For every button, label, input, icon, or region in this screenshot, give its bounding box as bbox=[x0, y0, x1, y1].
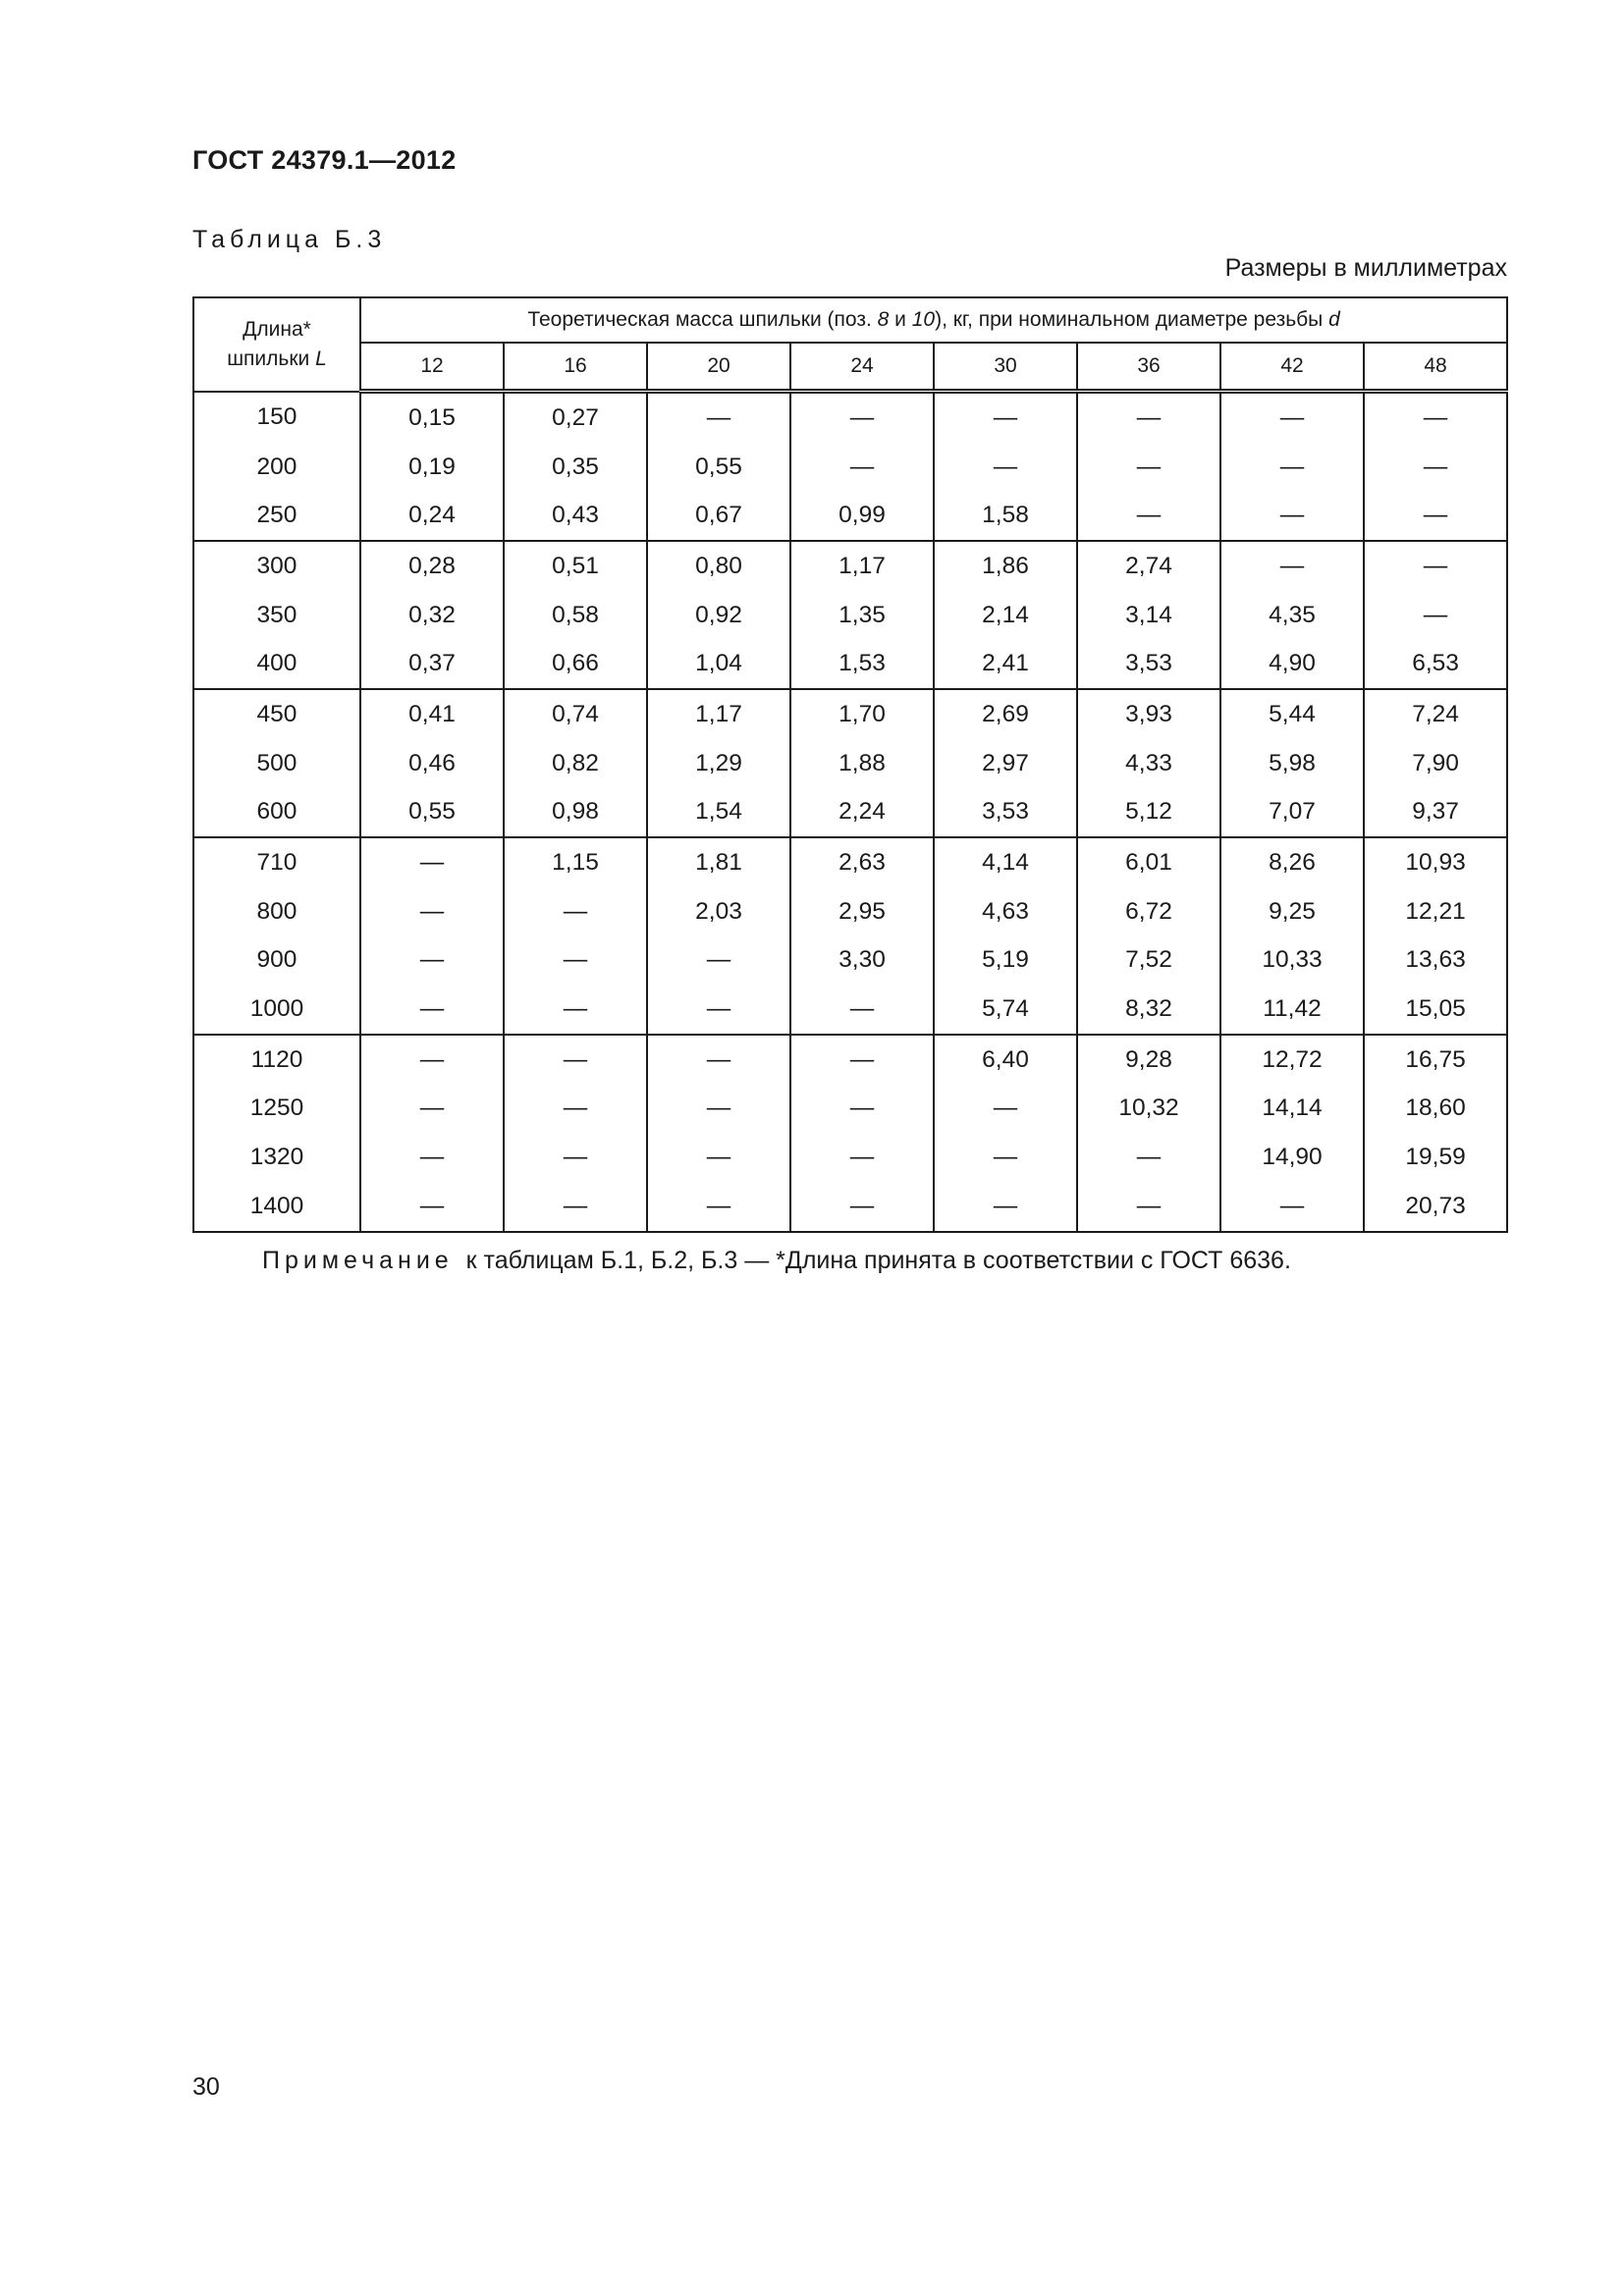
mass-cell: 1,53 bbox=[790, 639, 934, 689]
table-header bbox=[193, 297, 1507, 392]
mass-cell: 5,12 bbox=[1077, 788, 1220, 838]
mass-cell: 2,03 bbox=[647, 887, 790, 936]
diameter-header-cell: 42 bbox=[1220, 343, 1364, 392]
mass-cell: 0,66 bbox=[504, 639, 647, 689]
mass-cell: 1,54 bbox=[647, 788, 790, 838]
mass-cell: 1,17 bbox=[647, 689, 790, 739]
length-cell: 250 bbox=[193, 491, 360, 541]
table-row bbox=[193, 491, 1507, 541]
mass-cell: — bbox=[360, 936, 504, 986]
mass-cell: 6,01 bbox=[1077, 837, 1220, 887]
table-row bbox=[193, 985, 1507, 1035]
mass-cell: 7,24 bbox=[1364, 689, 1507, 739]
mass-cell: — bbox=[504, 1133, 647, 1182]
length-cell: 1120 bbox=[193, 1035, 360, 1085]
units-note: Размеры в миллиметрах bbox=[1224, 254, 1507, 282]
table-row bbox=[193, 639, 1507, 689]
mass-cell: 1,15 bbox=[504, 837, 647, 887]
mass-cell: 3,93 bbox=[1077, 689, 1220, 739]
length-cell: 1250 bbox=[193, 1085, 360, 1134]
length-cell: 600 bbox=[193, 788, 360, 838]
mass-cell: 0,24 bbox=[360, 491, 504, 541]
mass-cell: 4,63 bbox=[934, 887, 1077, 936]
mass-cell: — bbox=[1220, 491, 1364, 541]
mass-cell: 2,41 bbox=[934, 639, 1077, 689]
mass-cell: — bbox=[1220, 443, 1364, 492]
length-cell: 350 bbox=[193, 591, 360, 640]
stud-mass-table bbox=[192, 296, 1508, 1233]
length-cell: 400 bbox=[193, 639, 360, 689]
mass-cell: — bbox=[1077, 392, 1220, 443]
mass-header-pos-2: 10 bbox=[911, 308, 936, 331]
mass-cell: 0,58 bbox=[504, 591, 647, 640]
mass-cell: — bbox=[790, 1133, 934, 1182]
mass-cell: — bbox=[1077, 1133, 1220, 1182]
mass-cell: 9,37 bbox=[1364, 788, 1507, 838]
mass-cell: — bbox=[647, 936, 790, 986]
mass-cell: — bbox=[1077, 1182, 1220, 1232]
mass-cell: 1,04 bbox=[647, 639, 790, 689]
table-row bbox=[193, 887, 1507, 936]
mass-cell: 3,30 bbox=[790, 936, 934, 986]
mass-cell: — bbox=[504, 985, 647, 1035]
mass-cell: 2,69 bbox=[934, 689, 1077, 739]
mass-cell: 1,86 bbox=[934, 541, 1077, 591]
mass-cell: — bbox=[647, 1085, 790, 1134]
mass-cell: — bbox=[934, 1133, 1077, 1182]
mass-cell: 1,29 bbox=[647, 739, 790, 788]
mass-cell: 0,19 bbox=[360, 443, 504, 492]
mass-cell: — bbox=[504, 1182, 647, 1232]
length-cell: 800 bbox=[193, 887, 360, 936]
mass-cell: 6,40 bbox=[934, 1035, 1077, 1085]
diameter-header-cell: 30 bbox=[934, 343, 1077, 392]
mass-cell: 5,44 bbox=[1220, 689, 1364, 739]
mass-cell: — bbox=[647, 985, 790, 1035]
mass-cell: 8,26 bbox=[1220, 837, 1364, 887]
mass-cell: 5,19 bbox=[934, 936, 1077, 986]
mass-cell: 1,81 bbox=[647, 837, 790, 887]
mass-cell: 4,14 bbox=[934, 837, 1077, 887]
note-text: к таблицам Б.1, Б.2, Б.3 — *Длина принята в соответствии с ГОСТ 6636. bbox=[465, 1247, 1291, 1274]
mass-cell: — bbox=[934, 392, 1077, 443]
mass-cell: 5,98 bbox=[1220, 739, 1364, 788]
length-header-line2: шпильки bbox=[227, 347, 316, 370]
length-cell: 900 bbox=[193, 936, 360, 986]
mass-cell: 9,28 bbox=[1077, 1035, 1220, 1085]
mass-cell: 8,32 bbox=[1077, 985, 1220, 1035]
table-row bbox=[193, 739, 1507, 788]
mass-cell: — bbox=[1077, 491, 1220, 541]
mass-cell: 0,41 bbox=[360, 689, 504, 739]
mass-cell: 0,43 bbox=[504, 491, 647, 541]
table-row bbox=[193, 1182, 1507, 1232]
mass-cell: 1,58 bbox=[934, 491, 1077, 541]
table-row bbox=[193, 689, 1507, 739]
table-row bbox=[193, 1035, 1507, 1085]
mass-cell: 0,51 bbox=[504, 541, 647, 591]
mass-cell: — bbox=[790, 392, 934, 443]
mass-header-text-1: Теоретическая масса шпильки (поз. bbox=[527, 308, 878, 331]
mass-cell: 0,55 bbox=[360, 788, 504, 838]
mass-cell: 20,73 bbox=[1364, 1182, 1507, 1232]
mass-cell: — bbox=[504, 1085, 647, 1134]
length-cell: 1400 bbox=[193, 1182, 360, 1232]
mass-cell: — bbox=[934, 443, 1077, 492]
mass-cell: 12,21 bbox=[1364, 887, 1507, 936]
mass-cell: 16,75 bbox=[1364, 1035, 1507, 1085]
mass-cell: — bbox=[504, 936, 647, 986]
mass-cell: 0,15 bbox=[360, 392, 504, 443]
table-note bbox=[262, 1247, 1291, 1275]
mass-cell: 11,42 bbox=[1220, 985, 1364, 1035]
mass-cell: — bbox=[647, 1182, 790, 1232]
table-body bbox=[193, 392, 1507, 1232]
mass-cell: — bbox=[1364, 491, 1507, 541]
length-cell: 1000 bbox=[193, 985, 360, 1035]
mass-cell: — bbox=[504, 887, 647, 936]
mass-cell: 1,35 bbox=[790, 591, 934, 640]
mass-cell: 10,33 bbox=[1220, 936, 1364, 986]
diameter-header-row bbox=[193, 343, 1507, 392]
mass-cell: 13,63 bbox=[1364, 936, 1507, 986]
mass-cell: — bbox=[790, 985, 934, 1035]
mass-cell: — bbox=[934, 1182, 1077, 1232]
mass-cell: 0,92 bbox=[647, 591, 790, 640]
mass-cell: 0,74 bbox=[504, 689, 647, 739]
table-row bbox=[193, 936, 1507, 986]
table-row bbox=[193, 591, 1507, 640]
mass-cell: 4,35 bbox=[1220, 591, 1364, 640]
mass-cell: — bbox=[790, 1182, 934, 1232]
diameter-header-cell: 24 bbox=[790, 343, 934, 392]
mass-cell: 2,74 bbox=[1077, 541, 1220, 591]
mass-cell: 4,33 bbox=[1077, 739, 1220, 788]
mass-column-header bbox=[360, 297, 1507, 343]
mass-cell: 0,67 bbox=[647, 491, 790, 541]
mass-header-text-3: ), кг, при номинальном диаметре резьбы bbox=[935, 308, 1329, 331]
mass-cell: — bbox=[360, 1035, 504, 1085]
mass-cell: — bbox=[360, 985, 504, 1035]
mass-cell: — bbox=[1220, 392, 1364, 443]
length-cell: 450 bbox=[193, 689, 360, 739]
mass-cell: 0,46 bbox=[360, 739, 504, 788]
mass-cell: 18,60 bbox=[1364, 1085, 1507, 1134]
table-row bbox=[193, 392, 1507, 443]
table-row bbox=[193, 1085, 1507, 1134]
length-cell: 200 bbox=[193, 443, 360, 492]
mass-cell: — bbox=[504, 1035, 647, 1085]
table-row bbox=[193, 788, 1507, 838]
mass-cell: — bbox=[360, 887, 504, 936]
mass-cell: 6,53 bbox=[1364, 639, 1507, 689]
table-row bbox=[193, 443, 1507, 492]
document-code: ГОСТ 24379.1—2012 bbox=[192, 145, 457, 175]
table-row bbox=[193, 1133, 1507, 1182]
diameter-header-cell: 12 bbox=[360, 343, 504, 392]
length-cell: 150 bbox=[193, 392, 360, 443]
mass-cell: 0,82 bbox=[504, 739, 647, 788]
mass-cell: 0,27 bbox=[504, 392, 647, 443]
mass-cell: — bbox=[1220, 541, 1364, 591]
mass-cell: 1,88 bbox=[790, 739, 934, 788]
mass-cell: 2,95 bbox=[790, 887, 934, 936]
mass-cell: — bbox=[360, 1085, 504, 1134]
length-cell: 1320 bbox=[193, 1133, 360, 1182]
mass-cell: 1,70 bbox=[790, 689, 934, 739]
length-header-line1: Длина* bbox=[243, 317, 311, 341]
mass-cell: 7,90 bbox=[1364, 739, 1507, 788]
mass-cell: — bbox=[360, 1133, 504, 1182]
mass-cell: — bbox=[790, 1085, 934, 1134]
mass-cell: — bbox=[1077, 443, 1220, 492]
mass-cell: — bbox=[647, 1035, 790, 1085]
mass-cell: — bbox=[360, 837, 504, 887]
mass-cell: — bbox=[790, 443, 934, 492]
mass-cell: 0,37 bbox=[360, 639, 504, 689]
mass-cell: — bbox=[934, 1085, 1077, 1134]
mass-cell: 0,32 bbox=[360, 591, 504, 640]
mass-cell: 6,72 bbox=[1077, 887, 1220, 936]
diameter-header-cell: 36 bbox=[1077, 343, 1220, 392]
mass-cell: 19,59 bbox=[1364, 1133, 1507, 1182]
mass-cell: — bbox=[790, 1035, 934, 1085]
mass-cell: 3,53 bbox=[934, 788, 1077, 838]
mass-cell: — bbox=[360, 1182, 504, 1232]
length-cell: 710 bbox=[193, 837, 360, 887]
mass-cell: 7,07 bbox=[1220, 788, 1364, 838]
mass-cell: 0,98 bbox=[504, 788, 647, 838]
mass-cell: 0,80 bbox=[647, 541, 790, 591]
mass-cell: 12,72 bbox=[1220, 1035, 1364, 1085]
mass-cell: 2,14 bbox=[934, 591, 1077, 640]
mass-cell: 0,35 bbox=[504, 443, 647, 492]
mass-cell: 0,28 bbox=[360, 541, 504, 591]
mass-cell: 2,63 bbox=[790, 837, 934, 887]
mass-cell: 0,99 bbox=[790, 491, 934, 541]
mass-cell: 14,14 bbox=[1220, 1085, 1364, 1134]
mass-cell: 4,90 bbox=[1220, 639, 1364, 689]
mass-header-text-2: и bbox=[889, 308, 912, 331]
mass-cell: — bbox=[1220, 1182, 1364, 1232]
length-symbol: L bbox=[315, 347, 327, 370]
length-column-header bbox=[193, 297, 360, 392]
mass-cell: 10,93 bbox=[1364, 837, 1507, 887]
mass-header-pos-1: 8 bbox=[877, 308, 890, 331]
mass-cell: 2,97 bbox=[934, 739, 1077, 788]
diameter-header-cell: 20 bbox=[647, 343, 790, 392]
note-label: Примечание bbox=[262, 1247, 454, 1274]
mass-cell: 2,24 bbox=[790, 788, 934, 838]
mass-cell: 14,90 bbox=[1220, 1133, 1364, 1182]
diameter-header-cell: 16 bbox=[504, 343, 647, 392]
mass-cell: — bbox=[647, 1133, 790, 1182]
diameter-header-cell: 48 bbox=[1364, 343, 1507, 392]
mass-cell: 7,52 bbox=[1077, 936, 1220, 986]
table-caption: Таблица Б.3 bbox=[192, 226, 387, 253]
mass-cell: — bbox=[1364, 392, 1507, 443]
mass-cell: 15,05 bbox=[1364, 985, 1507, 1035]
length-cell: 500 bbox=[193, 739, 360, 788]
table-row bbox=[193, 837, 1507, 887]
mass-cell: — bbox=[1364, 443, 1507, 492]
length-cell: 300 bbox=[193, 541, 360, 591]
mass-cell: — bbox=[1364, 591, 1507, 640]
mass-cell: 0,55 bbox=[647, 443, 790, 492]
mass-header-symbol: d bbox=[1328, 308, 1340, 331]
table-row bbox=[193, 541, 1507, 591]
mass-cell: 10,32 bbox=[1077, 1085, 1220, 1134]
mass-cell: — bbox=[1364, 541, 1507, 591]
mass-cell: — bbox=[647, 392, 790, 443]
mass-cell: 5,74 bbox=[934, 985, 1077, 1035]
mass-cell: 1,17 bbox=[790, 541, 934, 591]
mass-cell: 3,53 bbox=[1077, 639, 1220, 689]
page-number: 30 bbox=[192, 2073, 220, 2101]
mass-cell: 9,25 bbox=[1220, 887, 1364, 936]
mass-cell: 3,14 bbox=[1077, 591, 1220, 640]
